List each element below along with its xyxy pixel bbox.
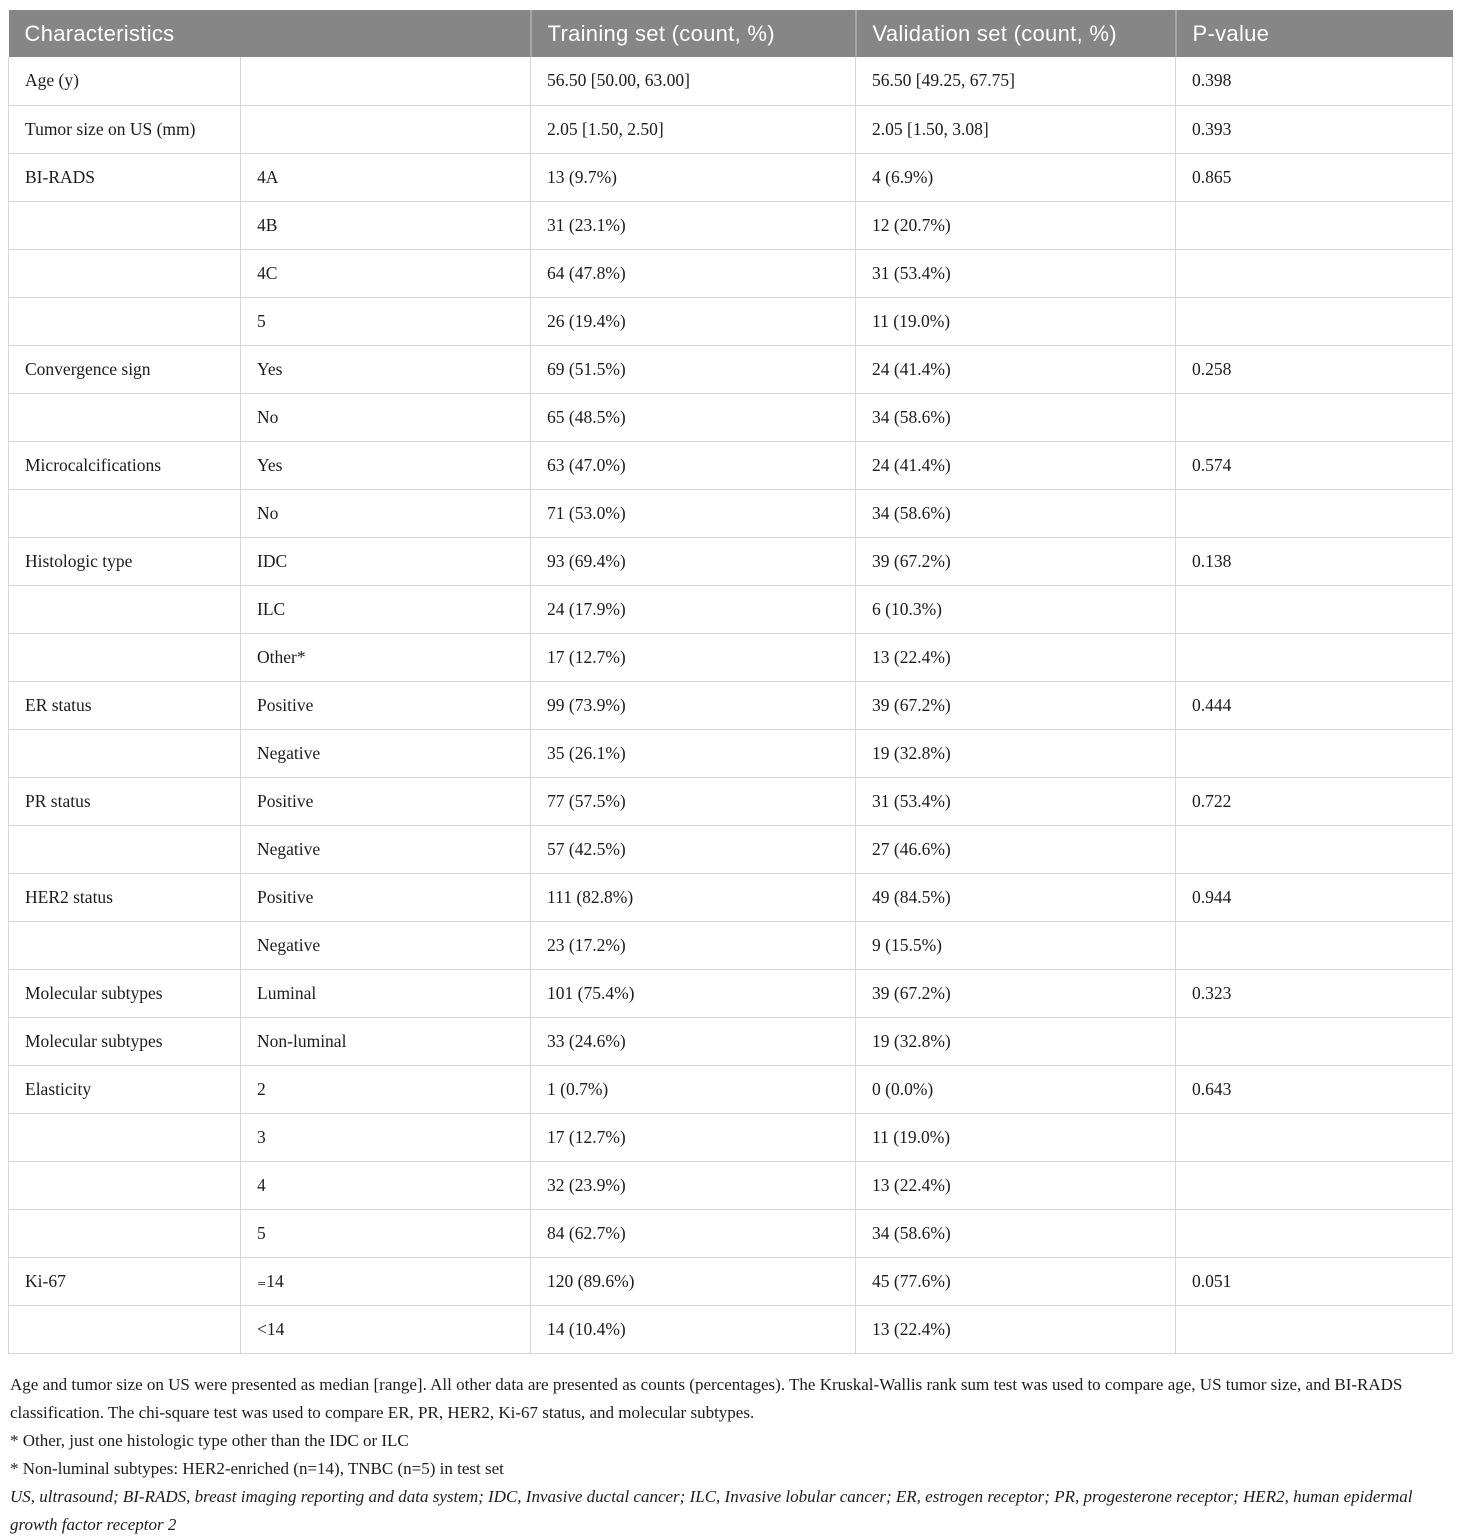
cell-validation-value: 27 (46.6%): [856, 825, 1176, 873]
cell-characteristic: PR status: [9, 777, 241, 825]
cell-validation-value: 34 (58.6%): [856, 1209, 1176, 1257]
cell-subcategory: 3: [241, 1113, 531, 1161]
cell-characteristic: [9, 1113, 241, 1161]
cell-training-value: 26 (19.4%): [531, 297, 856, 345]
cell-characteristic: HER2 status: [9, 873, 241, 921]
cell-validation-value: 13 (22.4%): [856, 633, 1176, 681]
column-header-validation-set: Validation set (count, %): [856, 10, 1176, 57]
cell-training-value: 32 (23.9%): [531, 1161, 856, 1209]
cell-characteristic: Microcalcifications: [9, 441, 241, 489]
cell-subcategory: 4C: [241, 249, 531, 297]
cell-characteristic: Tumor size on US (mm): [9, 105, 241, 153]
cell-pvalue: 0.444: [1176, 681, 1453, 729]
cell-validation-value: 0 (0.0%): [856, 1065, 1176, 1113]
cell-validation-value: 45 (77.6%): [856, 1257, 1176, 1305]
table-row: [9, 873, 1453, 921]
table-row: [9, 585, 1453, 633]
cell-characteristic: [9, 1305, 241, 1353]
cell-validation-value: 13 (22.4%): [856, 1161, 1176, 1209]
cell-pvalue: [1176, 201, 1453, 249]
cell-subcategory: ₌14: [241, 1257, 531, 1305]
cell-subcategory: 2: [241, 1065, 531, 1113]
cell-training-value: 120 (89.6%): [531, 1257, 856, 1305]
cell-pvalue: [1176, 1209, 1453, 1257]
cell-pvalue: [1176, 825, 1453, 873]
table-row: [9, 921, 1453, 969]
cell-subcategory: No: [241, 489, 531, 537]
cell-characteristic: Molecular subtypes: [9, 969, 241, 1017]
cell-pvalue: 0.398: [1176, 57, 1453, 105]
table-row: [9, 1257, 1453, 1305]
cell-characteristic: [9, 249, 241, 297]
cell-training-value: 14 (10.4%): [531, 1305, 856, 1353]
footnote: * Other, just one histologic type other than the IDC or ILC: [10, 1430, 409, 1450]
table-row: [9, 825, 1453, 873]
cell-characteristic: [9, 201, 241, 249]
cell-pvalue: 0.643: [1176, 1065, 1453, 1113]
cell-pvalue: 0.393: [1176, 105, 1453, 153]
cell-training-value: 64 (47.8%): [531, 249, 856, 297]
table-row: [9, 1161, 1453, 1209]
table-row: [9, 777, 1453, 825]
cell-pvalue: [1176, 1161, 1453, 1209]
cell-training-value: 33 (24.6%): [531, 1017, 856, 1065]
table-row: [9, 729, 1453, 777]
cell-characteristic: Elasticity: [9, 1065, 241, 1113]
cell-pvalue: 0.574: [1176, 441, 1453, 489]
cell-subcategory: <14: [241, 1305, 531, 1353]
cell-training-value: 31 (23.1%): [531, 201, 856, 249]
cell-subcategory: Yes: [241, 345, 531, 393]
cell-subcategory: Positive: [241, 777, 531, 825]
cell-validation-value: 2.05 [1.50, 3.08]: [856, 105, 1176, 153]
cell-pvalue: 0.944: [1176, 873, 1453, 921]
cell-subcategory: IDC: [241, 537, 531, 585]
header-row: [9, 10, 1453, 57]
cell-training-value: 35 (26.1%): [531, 729, 856, 777]
cell-training-value: 24 (17.9%): [531, 585, 856, 633]
cell-characteristic: [9, 921, 241, 969]
table-row: [9, 201, 1453, 249]
table-row: [9, 1305, 1453, 1353]
cell-training-value: 57 (42.5%): [531, 825, 856, 873]
cell-subcategory: Positive: [241, 681, 531, 729]
cell-validation-value: 19 (32.8%): [856, 729, 1176, 777]
cell-pvalue: [1176, 585, 1453, 633]
cell-training-value: 17 (12.7%): [531, 633, 856, 681]
cell-subcategory: Yes: [241, 441, 531, 489]
table-row: [9, 57, 1453, 105]
cell-validation-value: 6 (10.3%): [856, 585, 1176, 633]
cell-validation-value: 24 (41.4%): [856, 345, 1176, 393]
cell-subcategory: Non-luminal: [241, 1017, 531, 1065]
cell-training-value: 111 (82.8%): [531, 873, 856, 921]
cell-characteristic: [9, 297, 241, 345]
cell-subcategory: [241, 105, 531, 153]
cell-subcategory: Negative: [241, 825, 531, 873]
cell-validation-value: 39 (67.2%): [856, 969, 1176, 1017]
cell-subcategory: Other*: [241, 633, 531, 681]
cell-pvalue: [1176, 633, 1453, 681]
cell-training-value: 13 (9.7%): [531, 153, 856, 201]
cell-subcategory: 5: [241, 1209, 531, 1257]
cell-validation-value: 11 (19.0%): [856, 1113, 1176, 1161]
cell-subcategory: [241, 57, 531, 105]
cell-validation-value: 9 (15.5%): [856, 921, 1176, 969]
cell-pvalue: [1176, 297, 1453, 345]
cell-pvalue: 0.323: [1176, 969, 1453, 1017]
table-row: [9, 1209, 1453, 1257]
column-header-training-set: Training set (count, %): [531, 10, 856, 57]
cell-pvalue: [1176, 1305, 1453, 1353]
table-row: [9, 681, 1453, 729]
cell-training-value: 2.05 [1.50, 2.50]: [531, 105, 856, 153]
cell-subcategory: ILC: [241, 585, 531, 633]
cell-pvalue: [1176, 921, 1453, 969]
cell-pvalue: 0.258: [1176, 345, 1453, 393]
cell-pvalue: 0.051: [1176, 1257, 1453, 1305]
table-row: [9, 105, 1453, 153]
table-body: [9, 57, 1453, 1353]
footnote: * Non-luminal subtypes: HER2-enriched (n=14), TNBC (n=5) in test set: [10, 1458, 504, 1478]
cell-subcategory: 4: [241, 1161, 531, 1209]
cell-characteristic: [9, 393, 241, 441]
cell-subcategory: Positive: [241, 873, 531, 921]
cell-characteristic: [9, 1209, 241, 1257]
cell-characteristic: [9, 1161, 241, 1209]
cell-characteristic: [9, 585, 241, 633]
footnotes: [8, 1371, 1460, 1539]
cell-validation-value: 39 (67.2%): [856, 681, 1176, 729]
characteristics-table: [8, 10, 1453, 1354]
cell-subcategory: Luminal: [241, 969, 531, 1017]
cell-validation-value: 11 (19.0%): [856, 297, 1176, 345]
cell-pvalue: 0.138: [1176, 537, 1453, 585]
cell-training-value: 84 (62.7%): [531, 1209, 856, 1257]
cell-characteristic: Molecular subtypes: [9, 1017, 241, 1065]
cell-characteristic: [9, 825, 241, 873]
cell-subcategory: 4B: [241, 201, 531, 249]
cell-characteristic: ER status: [9, 681, 241, 729]
table-row: [9, 1065, 1453, 1113]
table-row: [9, 345, 1453, 393]
footnote: Age and tumor size on US were presented as median [range]. All other data are presented as counts (percentages). The Kruskal-Wallis rank sum test was used to compare age, US tumor size, and BI-RADS classification. The chi-square test was used to compare ER, PR, HER2, Ki-67 status, and molecular subtypes.: [10, 1374, 1403, 1422]
cell-training-value: 71 (53.0%): [531, 489, 856, 537]
cell-subcategory: No: [241, 393, 531, 441]
column-header-pvalue: P-value: [1176, 10, 1453, 57]
cell-subcategory: Negative: [241, 729, 531, 777]
cell-validation-value: 49 (84.5%): [856, 873, 1176, 921]
cell-training-value: 69 (51.5%): [531, 345, 856, 393]
cell-validation-value: 24 (41.4%): [856, 441, 1176, 489]
cell-validation-value: 12 (20.7%): [856, 201, 1176, 249]
table-row: [9, 633, 1453, 681]
cell-characteristic: Age (y): [9, 57, 241, 105]
column-header-characteristics: Characteristics: [9, 10, 531, 57]
cell-validation-value: 4 (6.9%): [856, 153, 1176, 201]
cell-training-value: 65 (48.5%): [531, 393, 856, 441]
cell-pvalue: [1176, 393, 1453, 441]
cell-training-value: 1 (0.7%): [531, 1065, 856, 1113]
cell-pvalue: 0.722: [1176, 777, 1453, 825]
cell-validation-value: 34 (58.6%): [856, 393, 1176, 441]
table-row: [9, 249, 1453, 297]
table-header: [9, 10, 1453, 57]
cell-validation-value: 19 (32.8%): [856, 1017, 1176, 1065]
cell-training-value: 23 (17.2%): [531, 921, 856, 969]
cell-subcategory: 5: [241, 297, 531, 345]
cell-training-value: 93 (69.4%): [531, 537, 856, 585]
cell-training-value: 77 (57.5%): [531, 777, 856, 825]
table-row: [9, 969, 1453, 1017]
table-row: [9, 153, 1453, 201]
cell-pvalue: [1176, 729, 1453, 777]
cell-training-value: 56.50 [50.00, 63.00]: [531, 57, 856, 105]
cell-validation-value: 39 (67.2%): [856, 537, 1176, 585]
cell-training-value: 99 (73.9%): [531, 681, 856, 729]
cell-characteristic: [9, 489, 241, 537]
table-row: [9, 393, 1453, 441]
cell-pvalue: 0.865: [1176, 153, 1453, 201]
cell-characteristic: BI-RADS: [9, 153, 241, 201]
cell-validation-value: 56.50 [49.25, 67.75]: [856, 57, 1176, 105]
cell-training-value: 63 (47.0%): [531, 441, 856, 489]
cell-validation-value: 34 (58.6%): [856, 489, 1176, 537]
cell-subcategory: Negative: [241, 921, 531, 969]
cell-pvalue: [1176, 1113, 1453, 1161]
cell-characteristic: Convergence sign: [9, 345, 241, 393]
cell-characteristic: [9, 633, 241, 681]
cell-pvalue: [1176, 249, 1453, 297]
cell-pvalue: [1176, 1017, 1453, 1065]
cell-pvalue: [1176, 489, 1453, 537]
cell-validation-value: 13 (22.4%): [856, 1305, 1176, 1353]
cell-subcategory: 4A: [241, 153, 531, 201]
table-row: [9, 1017, 1453, 1065]
table-row: [9, 1113, 1453, 1161]
table-row: [9, 441, 1453, 489]
cell-characteristic: Ki-67: [9, 1257, 241, 1305]
cell-validation-value: 31 (53.4%): [856, 777, 1176, 825]
cell-characteristic: [9, 729, 241, 777]
table-row: [9, 537, 1453, 585]
footnote: US, ultrasound; BI-RADS, breast imaging reporting and data system; IDC, Invasive ductal cancer; ILC, Invasive lobular cancer; ER, estrogen receptor; PR, progesterone receptor; HER2, human epidermal growth factor receptor 2: [10, 1486, 1413, 1534]
cell-training-value: 17 (12.7%): [531, 1113, 856, 1161]
cell-validation-value: 31 (53.4%): [856, 249, 1176, 297]
table-row: [9, 297, 1453, 345]
table-row: [9, 489, 1453, 537]
cell-characteristic: Histologic type: [9, 537, 241, 585]
cell-training-value: 101 (75.4%): [531, 969, 856, 1017]
